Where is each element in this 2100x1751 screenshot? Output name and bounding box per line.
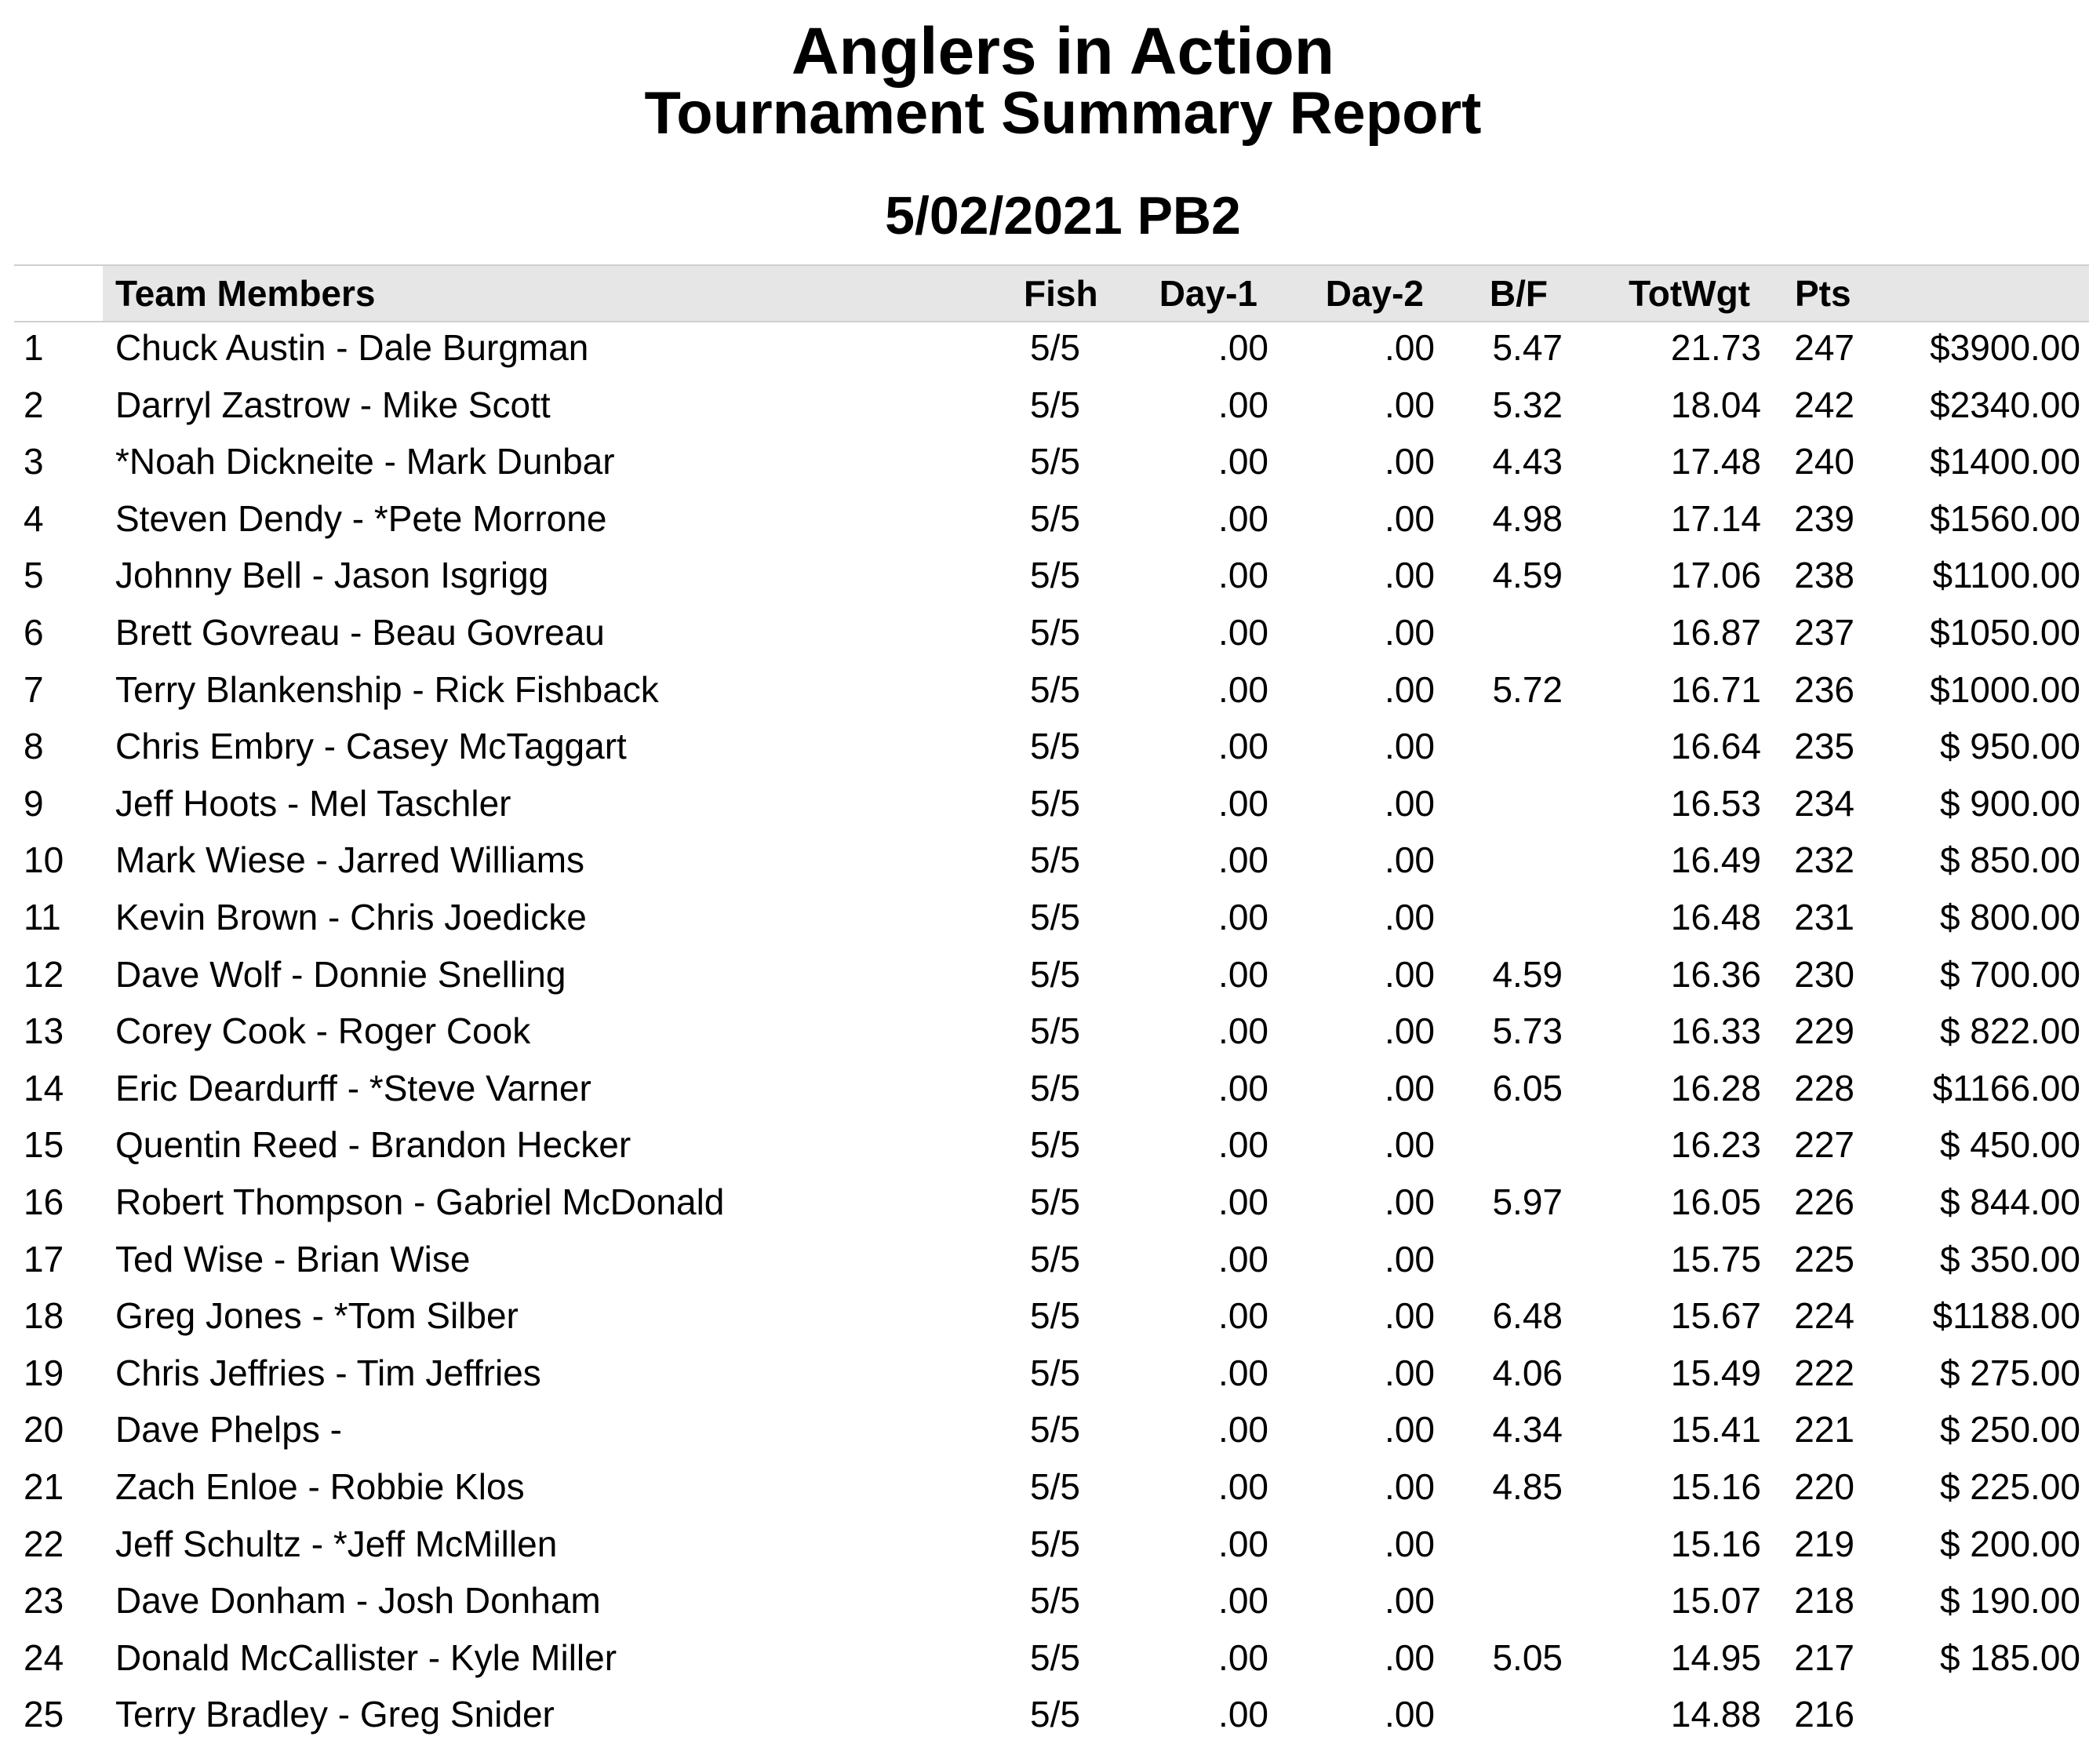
points-cell: 240 [1794,441,1854,482]
rank-cell: 6 [24,612,44,653]
prize-money-cell: $ 275.00 [1939,1352,2080,1393]
prize-money-cell: $ 950.00 [1939,726,2080,767]
fish-count-cell: 5/5 [1030,327,1080,368]
big-fish-cell: 5.72 [1492,668,1563,710]
fish-count-cell: 5/5 [1030,1352,1080,1393]
big-fish-cell: 5.47 [1492,327,1563,368]
day1-weight-cell: .00 [1218,1352,1268,1393]
points-cell: 247 [1794,327,1854,368]
header-day2: Day-2 [1325,273,1424,314]
fish-count-cell: 5/5 [1030,612,1080,653]
table-header [14,264,2089,322]
points-cell: 231 [1794,897,1854,937]
day2-weight-cell: .00 [1385,668,1435,710]
team-members-cell: Robert Thompson - Gabriel McDonald [115,1181,725,1222]
day2-weight-cell: .00 [1385,1523,1435,1564]
total-weight-cell: 16.28 [1670,1067,1761,1108]
big-fish-cell: 5.05 [1492,1636,1563,1678]
table-row [0,433,2100,490]
total-weight-cell: 15.07 [1670,1580,1761,1622]
total-weight-cell: 16.53 [1670,782,1761,824]
fish-count-cell: 5/5 [1030,1181,1080,1222]
points-cell: 232 [1794,839,1854,881]
table-row [0,832,2100,889]
header-fish: Fish [1024,273,1098,314]
team-members-cell: Johnny Bell - Jason Isgrigg [115,555,549,596]
team-members-cell: Chris Jeffries - Tim Jeffries [115,1352,541,1393]
total-weight-cell: 15.67 [1670,1295,1761,1337]
rank-cell: 19 [24,1352,64,1393]
team-members-cell: Greg Jones - *Tom Silber [115,1295,519,1337]
fish-count-cell: 5/5 [1030,953,1080,995]
fish-count-cell: 5/5 [1030,897,1080,937]
day2-weight-cell: .00 [1385,1067,1435,1108]
prize-money-cell: $1050.00 [1930,612,2080,653]
table-row [0,889,2100,946]
big-fish-cell: 6.48 [1492,1295,1563,1337]
rank-cell: 5 [24,555,44,596]
total-weight-cell: 17.48 [1670,441,1761,482]
team-members-cell: Darryl Zastrow - Mike Scott [115,384,551,425]
table-row [0,1231,2100,1288]
prize-money-cell: $ 700.00 [1939,953,2080,995]
fish-count-cell: 5/5 [1030,1295,1080,1337]
day2-weight-cell: .00 [1385,441,1435,482]
total-weight-cell: 16.71 [1670,668,1761,710]
table-row [0,1116,2100,1174]
table-row [0,1287,2100,1345]
points-cell: 229 [1794,1010,1854,1052]
team-members-cell: Steven Dendy - *Pete Morrone [115,497,607,539]
points-cell: 238 [1794,555,1854,596]
points-cell: 235 [1794,726,1854,767]
team-members-cell: Chuck Austin - Dale Burgman [115,327,589,368]
table-row [0,1516,2100,1573]
total-weight-cell: 16.87 [1670,612,1761,653]
fish-count-cell: 5/5 [1030,839,1080,881]
header-points: Pts [1795,273,1851,314]
day1-weight-cell: .00 [1218,839,1268,881]
prize-money-cell: $2340.00 [1930,384,2080,425]
team-members-cell: Corey Cook - Roger Cook [115,1010,531,1052]
points-cell: 242 [1794,384,1854,425]
team-members-cell: Chris Embry - Casey McTaggart [115,726,627,767]
rank-cell: 14 [24,1067,64,1108]
day1-weight-cell: .00 [1218,612,1268,653]
fish-count-cell: 5/5 [1030,1466,1080,1507]
table-row [0,1458,2100,1516]
fish-count-cell: 5/5 [1030,1409,1080,1451]
total-weight-cell: 17.14 [1670,497,1761,539]
table-row [0,377,2100,434]
total-weight-cell: 18.04 [1670,384,1761,425]
fish-count-cell: 5/5 [1030,668,1080,710]
rank-cell: 2 [24,384,44,425]
day2-weight-cell: .00 [1385,555,1435,596]
table-row [0,775,2100,832]
table-row [0,1003,2100,1060]
prize-money-cell: $ 185.00 [1939,1636,2080,1678]
rank-cell: 4 [24,497,44,539]
prize-money-cell: $3900.00 [1930,327,2080,368]
day1-weight-cell: .00 [1218,953,1268,995]
fish-count-cell: 5/5 [1030,1636,1080,1678]
day1-weight-cell: .00 [1218,1694,1268,1735]
day2-weight-cell: .00 [1385,1466,1435,1507]
header-big-fish: B/F [1489,273,1548,314]
rank-cell: 17 [24,1238,64,1280]
team-members-cell: Ted Wise - Brian Wise [115,1238,471,1280]
day1-weight-cell: .00 [1218,1067,1268,1108]
points-cell: 224 [1794,1295,1854,1337]
points-cell: 217 [1794,1636,1854,1678]
table-row [0,1060,2100,1117]
rank-cell: 12 [24,953,64,995]
day1-weight-cell: .00 [1218,555,1268,596]
fish-count-cell: 5/5 [1030,1580,1080,1622]
day2-weight-cell: .00 [1385,839,1435,881]
fish-count-cell: 5/5 [1030,726,1080,767]
fish-count-cell: 5/5 [1030,441,1080,482]
prize-money-cell: $1000.00 [1930,668,2080,710]
points-cell: 225 [1794,1238,1854,1280]
rank-cell: 8 [24,726,44,767]
big-fish-cell: 5.73 [1492,1010,1563,1052]
day1-weight-cell: .00 [1218,1124,1268,1166]
day1-weight-cell: .00 [1218,384,1268,425]
total-weight-cell: 16.36 [1670,953,1761,995]
total-weight-cell: 17.06 [1670,555,1761,596]
total-weight-cell: 15.41 [1670,1409,1761,1451]
day1-weight-cell: .00 [1218,1238,1268,1280]
day1-weight-cell: .00 [1218,441,1268,482]
prize-money-cell: $ 200.00 [1939,1523,2080,1564]
day1-weight-cell: .00 [1218,327,1268,368]
day1-weight-cell: .00 [1218,1636,1268,1678]
table-row [0,1572,2100,1629]
points-cell: 237 [1794,612,1854,653]
total-weight-cell: 14.88 [1670,1694,1761,1735]
total-weight-cell: 16.64 [1670,726,1761,767]
total-weight-cell: 14.95 [1670,1636,1761,1678]
rank-cell: 21 [24,1466,64,1507]
day2-weight-cell: .00 [1385,1352,1435,1393]
team-members-cell: Brett Govreau - Beau Govreau [115,612,605,653]
team-members-cell: Donald McCallister - Kyle Miller [115,1636,617,1678]
big-fish-cell: 6.05 [1492,1067,1563,1108]
rank-cell: 15 [24,1124,64,1166]
big-fish-cell: 4.59 [1492,555,1563,596]
total-weight-cell: 21.73 [1670,327,1761,368]
total-weight-cell: 16.48 [1670,897,1761,937]
team-members-cell: Quentin Reed - Brandon Hecker [115,1124,631,1166]
day1-weight-cell: .00 [1218,1523,1268,1564]
big-fish-cell: 4.85 [1492,1466,1563,1507]
prize-money-cell: $ 250.00 [1939,1409,2080,1451]
prize-money-cell: $1100.00 [1932,555,2080,596]
table-row [0,661,2100,719]
big-fish-cell: 4.43 [1492,441,1563,482]
team-members-cell: Dave Wolf - Donnie Snelling [115,953,566,995]
table-row [0,1174,2100,1231]
day2-weight-cell: .00 [1385,1409,1435,1451]
prize-money-cell: $1560.00 [1930,497,2080,539]
rank-cell: 24 [24,1636,64,1678]
day2-weight-cell: .00 [1385,782,1435,824]
day2-weight-cell: .00 [1385,726,1435,767]
fish-count-cell: 5/5 [1030,1067,1080,1108]
prize-money-cell: $1166.00 [1932,1067,2080,1108]
table-row [0,1345,2100,1402]
rank-cell: 16 [24,1181,64,1222]
points-cell: 234 [1794,782,1854,824]
rank-cell: 23 [24,1580,64,1622]
day1-weight-cell: .00 [1218,1409,1268,1451]
total-weight-cell: 15.16 [1670,1523,1761,1564]
fish-count-cell: 5/5 [1030,782,1080,824]
prize-money-cell: $ 225.00 [1939,1466,2080,1507]
points-cell: 228 [1794,1067,1854,1108]
day2-weight-cell: .00 [1385,1694,1435,1735]
points-cell: 222 [1794,1352,1854,1393]
day2-weight-cell: .00 [1385,384,1435,425]
header-team-members: Team Members [115,273,376,314]
fish-count-cell: 5/5 [1030,555,1080,596]
day1-weight-cell: .00 [1218,497,1268,539]
points-cell: 230 [1794,953,1854,995]
day2-weight-cell: .00 [1385,1181,1435,1222]
big-fish-cell: 4.06 [1492,1352,1563,1393]
table-row [0,490,2100,548]
team-members-cell: Terry Blankenship - Rick Fishback [115,668,659,710]
event-date-label: 5/02/2021 PB2 [885,186,1241,246]
day1-weight-cell: .00 [1218,1010,1268,1052]
day2-weight-cell: .00 [1385,1238,1435,1280]
table-row [0,1401,2100,1458]
day2-weight-cell: .00 [1385,1295,1435,1337]
header-day1: Day-1 [1159,273,1257,314]
total-weight-cell: 15.75 [1670,1238,1761,1280]
team-members-cell: Dave Phelps - [115,1409,342,1451]
total-weight-cell: 15.16 [1670,1466,1761,1507]
team-members-cell: Eric Deardurff - *Steve Varner [115,1067,591,1108]
rank-cell: 20 [24,1409,64,1451]
day1-weight-cell: .00 [1218,1580,1268,1622]
day1-weight-cell: .00 [1218,1181,1268,1222]
fish-count-cell: 5/5 [1030,1523,1080,1564]
points-cell: 216 [1794,1694,1854,1735]
day2-weight-cell: .00 [1385,327,1435,368]
team-members-cell: Jeff Hoots - Mel Taschler [115,782,511,824]
prize-money-cell: $ 350.00 [1939,1238,2080,1280]
table-row [0,1686,2100,1743]
table-row [0,946,2100,1003]
fish-count-cell: 5/5 [1030,1010,1080,1052]
rank-cell: 13 [24,1010,64,1052]
team-members-cell: Jeff Schultz - *Jeff McMillen [115,1523,558,1564]
day2-weight-cell: .00 [1385,612,1435,653]
fish-count-cell: 5/5 [1030,384,1080,425]
points-cell: 239 [1794,497,1854,539]
team-members-cell: Zach Enloe - Robbie Klos [115,1466,525,1507]
fish-count-cell: 5/5 [1030,1238,1080,1280]
rank-cell: 1 [24,327,44,368]
total-weight-cell: 16.23 [1670,1124,1761,1166]
team-members-cell: Mark Wiese - Jarred Williams [115,839,585,881]
table-row [0,547,2100,604]
rank-cell: 7 [24,668,44,710]
day1-weight-cell: .00 [1218,668,1268,710]
rank-cell: 10 [24,839,64,881]
fish-count-cell: 5/5 [1030,1694,1080,1735]
prize-money-cell: $ 190.00 [1939,1580,2080,1622]
points-cell: 220 [1794,1466,1854,1507]
prize-money-cell: $ 450.00 [1939,1124,2080,1166]
report-title: Anglers in Action [791,14,1335,88]
day2-weight-cell: .00 [1385,1124,1435,1166]
fish-count-cell: 5/5 [1030,497,1080,539]
big-fish-cell: 5.32 [1492,384,1563,425]
day1-weight-cell: .00 [1218,782,1268,824]
prize-money-cell: $ 850.00 [1939,839,2080,881]
day2-weight-cell: .00 [1385,497,1435,539]
fish-count-cell: 5/5 [1030,1124,1080,1166]
total-weight-cell: 16.05 [1670,1181,1761,1222]
rank-cell: 25 [24,1694,64,1735]
table-row [0,718,2100,775]
points-cell: 236 [1794,668,1854,710]
day1-weight-cell: .00 [1218,726,1268,767]
total-weight-cell: 16.33 [1670,1010,1761,1052]
day2-weight-cell: .00 [1385,953,1435,995]
table-row [0,604,2100,661]
report-subtitle: Tournament Summary Report [644,80,1482,147]
points-cell: 227 [1794,1124,1854,1166]
day2-weight-cell: .00 [1385,1636,1435,1678]
points-cell: 221 [1794,1409,1854,1451]
prize-money-cell: $ 800.00 [1939,897,2080,937]
points-cell: 218 [1794,1580,1854,1622]
day2-weight-cell: .00 [1385,1580,1435,1622]
team-members-cell: *Noah Dickneite - Mark Dunbar [115,441,615,482]
prize-money-cell: $ 844.00 [1939,1181,2080,1222]
day2-weight-cell: .00 [1385,897,1435,937]
rank-cell: 22 [24,1523,64,1564]
prize-money-cell: $ 900.00 [1939,782,2080,824]
points-cell: 219 [1794,1523,1854,1564]
prize-money-cell: $ 822.00 [1939,1010,2080,1052]
prize-money-cell: $1400.00 [1930,441,2080,482]
big-fish-cell: 4.34 [1492,1409,1563,1451]
day1-weight-cell: .00 [1218,1295,1268,1337]
total-weight-cell: 16.49 [1670,839,1761,881]
day1-weight-cell: .00 [1218,1466,1268,1507]
rank-cell: 11 [24,897,61,937]
team-members-cell: Dave Donham - Josh Donham [115,1580,601,1622]
team-members-cell: Kevin Brown - Chris Joedicke [115,897,587,937]
day1-weight-cell: .00 [1218,897,1268,937]
prize-money-cell: $1188.00 [1932,1295,2080,1337]
rank-cell: 18 [24,1295,64,1337]
rank-header-gap [14,266,103,321]
points-cell: 226 [1794,1181,1854,1222]
rank-cell: 3 [24,441,44,482]
total-weight-cell: 15.49 [1670,1352,1761,1393]
table-row [0,1629,2100,1687]
big-fish-cell: 4.59 [1492,953,1563,995]
team-members-cell: Terry Bradley - Greg Snider [115,1694,555,1735]
rank-cell: 9 [24,782,44,824]
big-fish-cell: 5.97 [1492,1181,1563,1222]
day2-weight-cell: .00 [1385,1010,1435,1052]
header-total-weight: TotWgt [1629,273,1750,314]
table-row [0,319,2100,377]
big-fish-cell: 4.98 [1492,497,1563,539]
